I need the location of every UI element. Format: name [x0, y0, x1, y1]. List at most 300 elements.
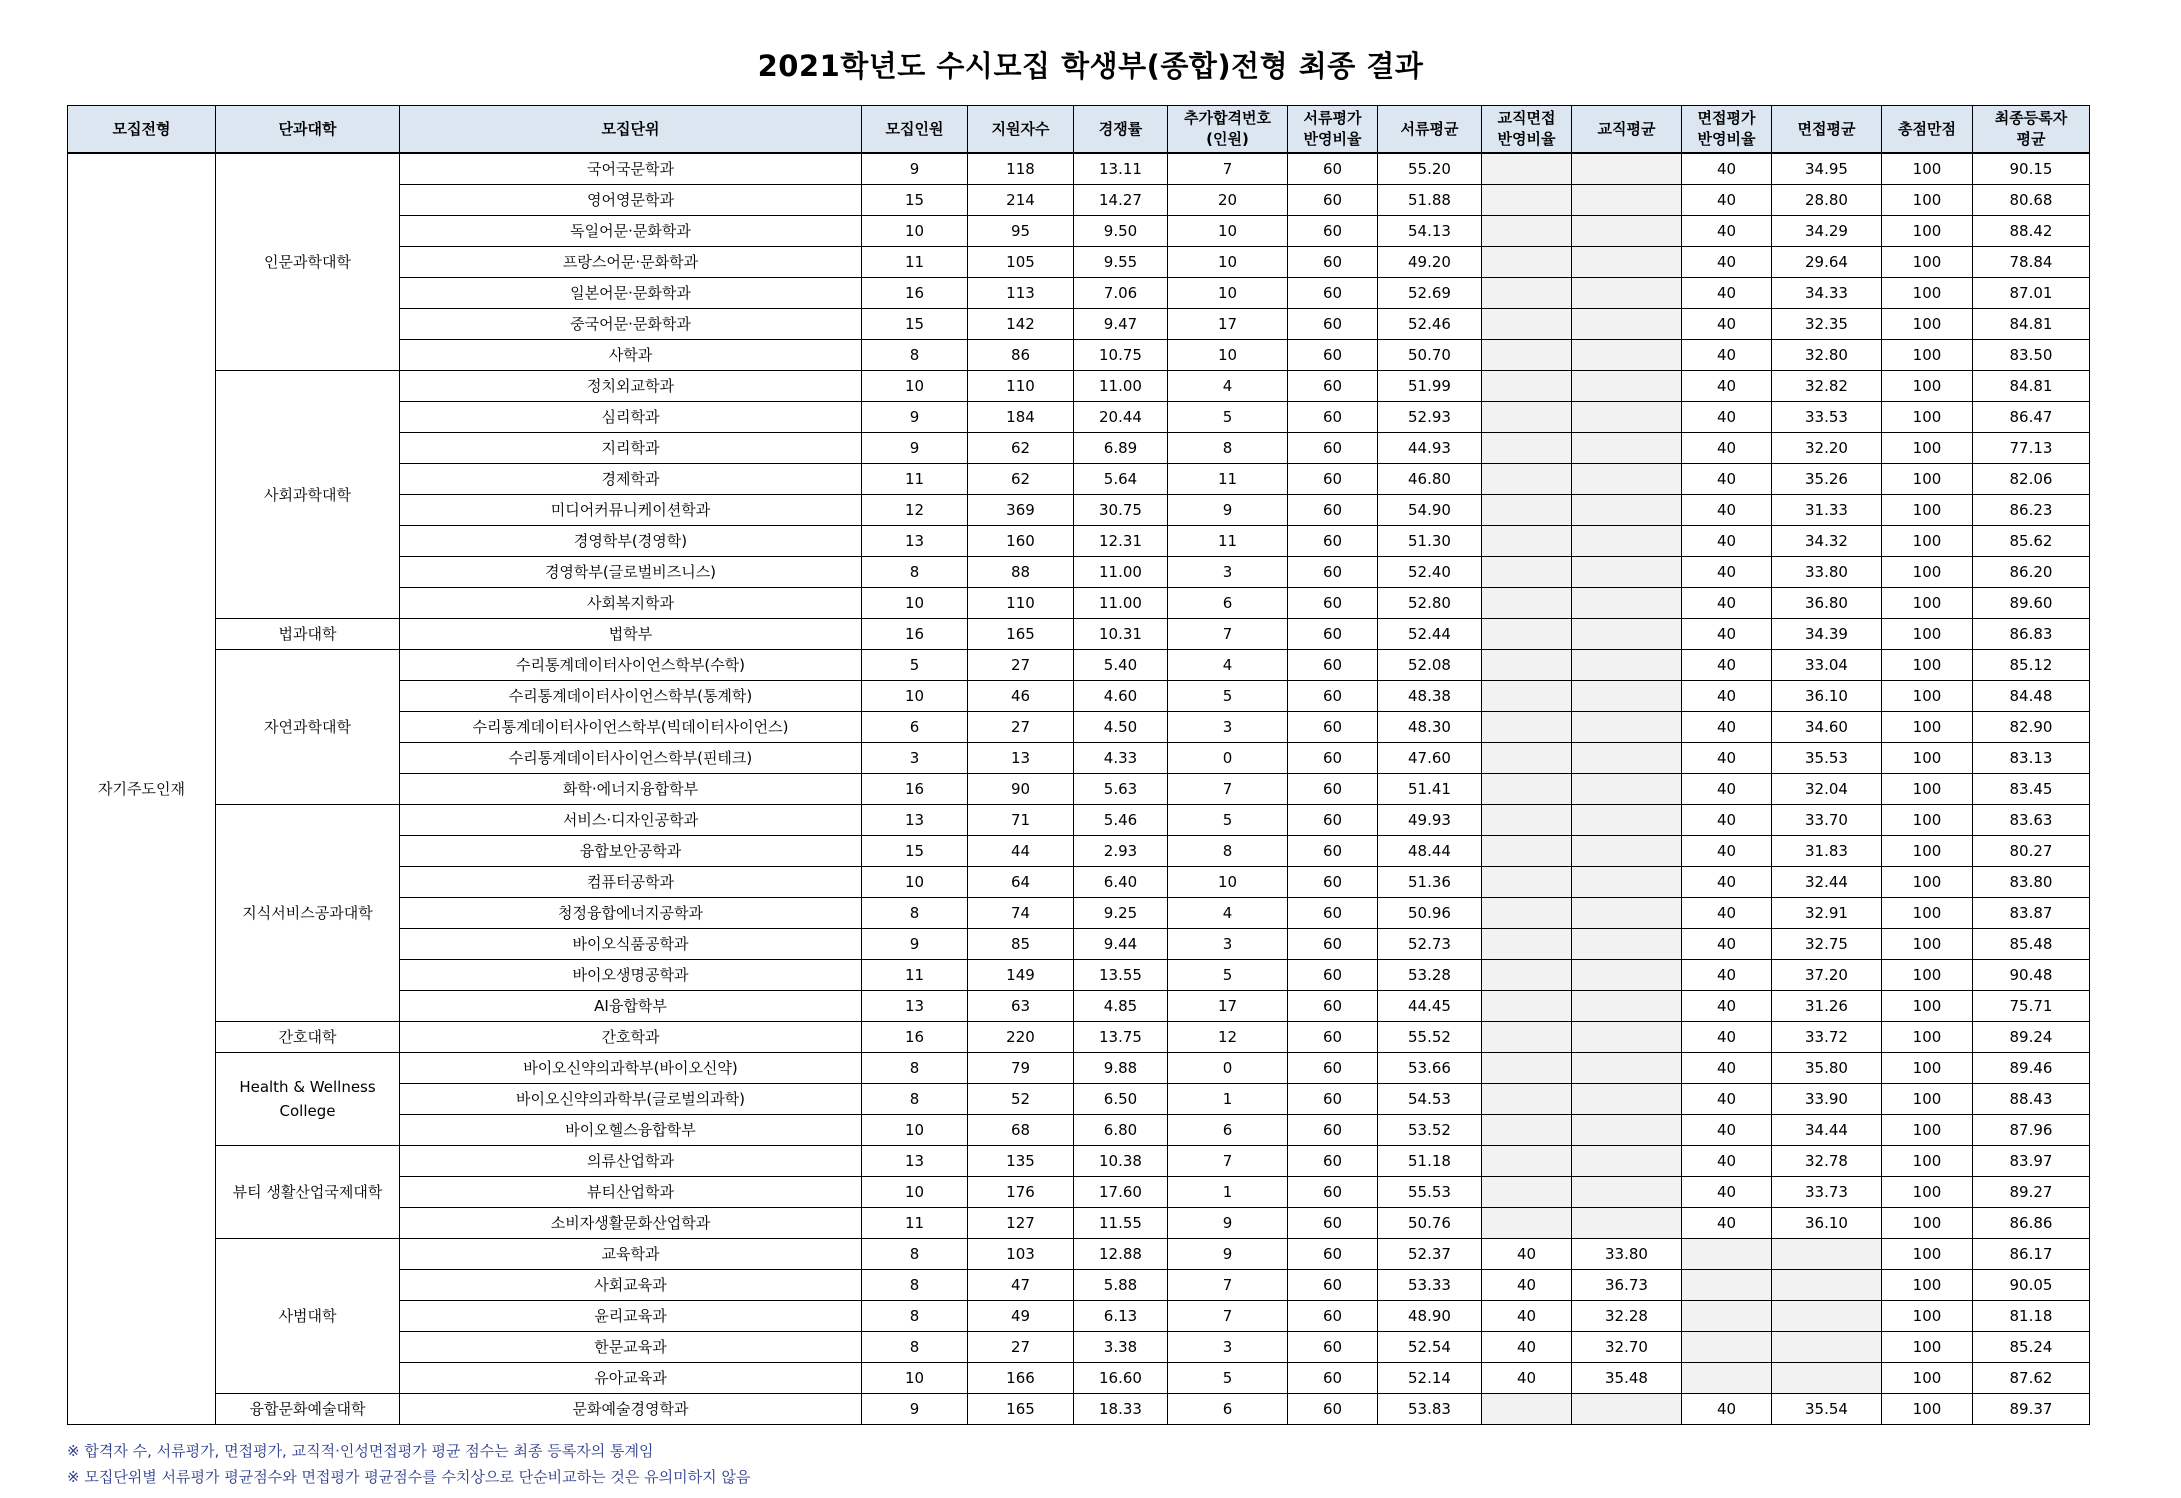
table-cell — [1572, 1053, 1682, 1084]
footnote: ※ 합격자 수, 서류평가, 면접평가, 교직적·인성면접평가 평균 점수는 최종 등록자의 통계임 — [67, 1442, 654, 1460]
table-cell: 60 — [1288, 991, 1378, 1022]
table-cell — [1482, 309, 1572, 340]
department-cell: 경제학과 — [400, 464, 862, 495]
table-cell: 60 — [1288, 1177, 1378, 1208]
department-cell: 뷰티산업학과 — [400, 1177, 862, 1208]
table-cell: 52.40 — [1378, 557, 1482, 588]
table-cell: 10 — [862, 867, 968, 898]
table-cell: 100 — [1882, 1177, 1973, 1208]
column-header-text: 서류평균 — [1400, 119, 1459, 138]
table-cell — [1482, 433, 1572, 464]
table-cell: 40 — [1682, 991, 1772, 1022]
table-cell: 100 — [1882, 898, 1973, 929]
table-cell — [1572, 278, 1682, 309]
table-cell: 6 — [1168, 1115, 1288, 1146]
table-cell: 10 — [862, 1115, 968, 1146]
table-cell: 85.24 — [1973, 1332, 2090, 1363]
table-cell: 15 — [862, 836, 968, 867]
table-cell — [1572, 526, 1682, 557]
table-cell — [1482, 929, 1572, 960]
table-cell: 11.00 — [1074, 588, 1168, 619]
table-cell — [1482, 153, 1572, 185]
table-cell: 60 — [1288, 340, 1378, 371]
college-cell: 지식서비스공과대학 — [216, 805, 400, 1022]
table-cell: 8 — [862, 557, 968, 588]
table-cell: 20 — [1168, 185, 1288, 216]
table-cell: 32.70 — [1572, 1332, 1682, 1363]
table-cell: 29.64 — [1772, 247, 1882, 278]
department-cell: 바이오신약의과학부(글로벌의과학) — [400, 1084, 862, 1115]
table-cell: 100 — [1882, 371, 1973, 402]
column-header — [1288, 106, 1378, 154]
table-cell — [1772, 1270, 1882, 1301]
table-cell: 40 — [1682, 619, 1772, 650]
table-cell: 89.24 — [1973, 1022, 2090, 1053]
table-cell — [1482, 1115, 1572, 1146]
table-cell: 7 — [1168, 1270, 1288, 1301]
table-cell: 100 — [1882, 1363, 1973, 1394]
table-cell: 13 — [862, 1146, 968, 1177]
table-cell: 3 — [862, 743, 968, 774]
table-cell: 95 — [968, 216, 1074, 247]
table-cell: 88 — [968, 557, 1074, 588]
department-cell: 문화예술경영학과 — [400, 1394, 862, 1425]
column-header-text: 단과대학 — [278, 119, 337, 138]
table-cell: 4.85 — [1074, 991, 1168, 1022]
footnotes — [67, 1438, 750, 1490]
table-cell: 68 — [968, 1115, 1074, 1146]
table-cell — [1682, 1363, 1772, 1394]
table-cell: 7.06 — [1074, 278, 1168, 309]
table-cell: 13.55 — [1074, 960, 1168, 991]
table-cell: 46.80 — [1378, 464, 1482, 495]
table-cell: 83.50 — [1973, 340, 2090, 371]
table-cell: 9 — [1168, 1239, 1288, 1270]
table-cell: 12.88 — [1074, 1239, 1168, 1270]
table-cell: 50.70 — [1378, 340, 1482, 371]
table-cell — [1572, 1022, 1682, 1053]
table-cell: 40 — [1682, 712, 1772, 743]
table-cell: 60 — [1288, 774, 1378, 805]
department-cell: 지리학과 — [400, 433, 862, 464]
table-cell: 13 — [862, 805, 968, 836]
table-cell: 87.01 — [1973, 278, 2090, 309]
table-cell: 7 — [1168, 1146, 1288, 1177]
table-cell: 32.91 — [1772, 898, 1882, 929]
column-header — [216, 106, 400, 154]
table-cell: 11 — [862, 464, 968, 495]
table-cell: 5 — [862, 650, 968, 681]
table-cell: 60 — [1288, 681, 1378, 712]
table-cell — [1482, 1084, 1572, 1115]
table-cell: 89.46 — [1973, 1053, 2090, 1084]
table-cell: 9.50 — [1074, 216, 1168, 247]
column-header — [862, 106, 968, 154]
table-cell — [1572, 1084, 1682, 1115]
table-cell: 60 — [1288, 185, 1378, 216]
table-cell: 4.33 — [1074, 743, 1168, 774]
department-cell: 경영학부(글로벌비즈니스) — [400, 557, 862, 588]
department-cell: 국어국문학과 — [400, 153, 862, 185]
table-cell — [1482, 1022, 1572, 1053]
table-cell: 85.12 — [1973, 650, 2090, 681]
table-cell: 11 — [862, 247, 968, 278]
table-cell: 88.43 — [1973, 1084, 2090, 1115]
department-cell: 서비스·디자인공학과 — [400, 805, 862, 836]
column-header-text: 총점만점 — [1898, 119, 1956, 138]
column-header-text: 추가합격번호 — [1184, 109, 1271, 127]
table-cell: 50.96 — [1378, 898, 1482, 929]
table-cell: 100 — [1882, 1022, 1973, 1053]
table-cell: 40 — [1482, 1332, 1572, 1363]
column-header-text: 반영비율 — [1303, 130, 1362, 148]
table-cell: 100 — [1882, 1239, 1973, 1270]
table-cell: 83.13 — [1973, 743, 2090, 774]
table-cell: 60 — [1288, 588, 1378, 619]
table-cell — [1572, 216, 1682, 247]
college-cell: 사회과학대학 — [216, 371, 400, 619]
table-cell: 36.10 — [1772, 681, 1882, 712]
results-table — [67, 105, 2090, 1425]
table-cell: 46 — [968, 681, 1074, 712]
table-row — [68, 650, 2090, 681]
table-cell: 5 — [1168, 681, 1288, 712]
column-header-text: 모집단위 — [601, 119, 660, 138]
table-cell: 100 — [1882, 1084, 1973, 1115]
table-cell: 100 — [1882, 402, 1973, 433]
table-row — [68, 1053, 2090, 1084]
department-cell: 사회복지학과 — [400, 588, 862, 619]
table-cell: 100 — [1882, 836, 1973, 867]
table-row — [68, 1022, 2090, 1053]
column-header — [1482, 106, 1572, 154]
column-header-text: 서류평가 — [1303, 109, 1362, 127]
table-cell: 2.93 — [1074, 836, 1168, 867]
table-cell — [1572, 433, 1682, 464]
table-cell — [1482, 247, 1572, 278]
table-cell — [1482, 960, 1572, 991]
table-cell — [1482, 774, 1572, 805]
table-row — [68, 1239, 2090, 1270]
table-cell: 40 — [1682, 867, 1772, 898]
department-cell: 청정융합에너지공학과 — [400, 898, 862, 929]
table-cell: 54.13 — [1378, 216, 1482, 247]
table-cell — [1482, 526, 1572, 557]
table-cell: 86.83 — [1973, 619, 2090, 650]
table-cell: 40 — [1682, 278, 1772, 309]
table-cell: 6.50 — [1074, 1084, 1168, 1115]
table-cell: 10 — [862, 1363, 968, 1394]
table-cell: 64 — [968, 867, 1074, 898]
table-cell — [1572, 650, 1682, 681]
table-cell: 100 — [1882, 1301, 1973, 1332]
table-cell: 52.73 — [1378, 929, 1482, 960]
department-cell: 영어영문학과 — [400, 185, 862, 216]
table-cell: 127 — [968, 1208, 1074, 1239]
table-cell: 32.44 — [1772, 867, 1882, 898]
table-cell: 82.06 — [1973, 464, 2090, 495]
table-cell: 86.23 — [1973, 495, 2090, 526]
table-cell: 220 — [968, 1022, 1074, 1053]
table-cell: 9 — [862, 402, 968, 433]
table-cell: 1 — [1168, 1084, 1288, 1115]
table-cell — [1482, 278, 1572, 309]
table-cell: 83.80 — [1973, 867, 2090, 898]
table-cell: 40 — [1682, 588, 1772, 619]
table-cell: 100 — [1882, 278, 1973, 309]
table-cell: 78.84 — [1973, 247, 2090, 278]
department-cell: 교육학과 — [400, 1239, 862, 1270]
table-cell: 118 — [968, 153, 1074, 185]
table-cell: 40 — [1682, 836, 1772, 867]
table-cell: 100 — [1882, 712, 1973, 743]
table-row — [68, 153, 2090, 185]
table-cell: 60 — [1288, 929, 1378, 960]
table-cell: 11 — [1168, 464, 1288, 495]
table-cell: 28.80 — [1772, 185, 1882, 216]
table-cell: 4 — [1168, 371, 1288, 402]
table-cell — [1482, 402, 1572, 433]
table-cell: 100 — [1882, 464, 1973, 495]
table-cell — [1572, 495, 1682, 526]
table-cell: 40 — [1682, 898, 1772, 929]
table-cell: 75.71 — [1973, 991, 2090, 1022]
table-cell — [1572, 309, 1682, 340]
table-cell: 40 — [1682, 650, 1772, 681]
table-cell: 40 — [1682, 153, 1772, 185]
table-cell: 89.27 — [1973, 1177, 2090, 1208]
table-cell: 5 — [1168, 960, 1288, 991]
table-cell: 16 — [862, 278, 968, 309]
table-cell — [1482, 1146, 1572, 1177]
department-cell: 수리통계데이터사이언스학부(핀테크) — [400, 743, 862, 774]
table-cell — [1572, 774, 1682, 805]
table-cell: 10 — [862, 588, 968, 619]
table-cell — [1572, 247, 1682, 278]
table-row — [68, 805, 2090, 836]
table-cell — [1482, 805, 1572, 836]
table-cell: 52.37 — [1378, 1239, 1482, 1270]
table-cell: 10 — [1168, 216, 1288, 247]
table-cell: 16 — [862, 774, 968, 805]
table-cell: 34.95 — [1772, 153, 1882, 185]
table-cell: 110 — [968, 588, 1074, 619]
table-cell: 17 — [1168, 991, 1288, 1022]
table-cell: 51.18 — [1378, 1146, 1482, 1177]
table-cell: 105 — [968, 247, 1074, 278]
column-header-text: 평균 — [2016, 130, 2046, 148]
table-cell — [1482, 1208, 1572, 1239]
table-cell: 32.80 — [1772, 340, 1882, 371]
table-cell: 12 — [1168, 1022, 1288, 1053]
table-cell: 9.88 — [1074, 1053, 1168, 1084]
table-row — [68, 1394, 2090, 1425]
table-cell: 71 — [968, 805, 1074, 836]
table-cell — [1772, 1239, 1882, 1270]
table-cell: 160 — [968, 526, 1074, 557]
footnote: ※ 모집단위별 서류평가 평균점수와 면접평가 평균점수를 수치상으로 단순비교하는 것은 유의미하지 않음 — [67, 1468, 751, 1486]
table-cell: 1 — [1168, 1177, 1288, 1208]
table-cell: 35.80 — [1772, 1053, 1882, 1084]
table-cell: 10 — [862, 1177, 968, 1208]
table-cell: 10 — [1168, 247, 1288, 278]
column-header — [1378, 106, 1482, 154]
table-cell: 90 — [968, 774, 1074, 805]
table-cell: 60 — [1288, 867, 1378, 898]
department-cell: 독일어문·문화학과 — [400, 216, 862, 247]
table-cell — [1572, 464, 1682, 495]
column-header-text: 교직면접 — [1497, 109, 1556, 127]
page-title: 2021학년도 수시모집 학생부(종합)전형 최종 결과 — [757, 49, 1424, 83]
column-header-text: 교직평균 — [1597, 119, 1656, 138]
table-cell: 10 — [862, 371, 968, 402]
table-cell: 100 — [1882, 557, 1973, 588]
column-header — [1973, 106, 2090, 154]
college-cell: 뷰티 생활산업국제대학 — [216, 1146, 400, 1239]
table-cell: 82.90 — [1973, 712, 2090, 743]
table-cell: 40 — [1682, 402, 1772, 433]
table-cell — [1572, 805, 1682, 836]
table-cell: 77.13 — [1973, 433, 2090, 464]
table-cell: 11 — [862, 1208, 968, 1239]
table-cell: 49.20 — [1378, 247, 1482, 278]
table-cell: 100 — [1882, 1053, 1973, 1084]
table-cell — [1482, 836, 1572, 867]
table-cell: 40 — [1682, 526, 1772, 557]
table-cell: 100 — [1882, 185, 1973, 216]
column-header-text: 면접평균 — [1797, 119, 1856, 138]
table-cell: 16 — [862, 1022, 968, 1053]
table-cell: 100 — [1882, 1270, 1973, 1301]
table-cell: 9.55 — [1074, 247, 1168, 278]
table-cell: 84.48 — [1973, 681, 2090, 712]
table-cell: 34.33 — [1772, 278, 1882, 309]
table-cell — [1482, 867, 1572, 898]
table-cell: 3 — [1168, 557, 1288, 588]
table-cell: 3 — [1168, 929, 1288, 960]
table-cell: 53.52 — [1378, 1115, 1482, 1146]
table-cell: 5.63 — [1074, 774, 1168, 805]
table-cell: 7 — [1168, 619, 1288, 650]
department-cell: AI융합학부 — [400, 991, 862, 1022]
table-cell: 62 — [968, 464, 1074, 495]
table-cell: 11 — [862, 960, 968, 991]
table-cell: 0 — [1168, 743, 1288, 774]
table-cell: 51.36 — [1378, 867, 1482, 898]
table-cell: 52.69 — [1378, 278, 1482, 309]
table-cell: 100 — [1882, 619, 1973, 650]
table-cell — [1482, 216, 1572, 247]
department-cell: 일본어문·문화학과 — [400, 278, 862, 309]
table-cell: 60 — [1288, 743, 1378, 774]
table-cell: 7 — [1168, 774, 1288, 805]
table-row — [68, 371, 2090, 402]
table-cell: 60 — [1288, 960, 1378, 991]
table-cell: 40 — [1682, 1208, 1772, 1239]
table-cell: 9.44 — [1074, 929, 1168, 960]
table-cell: 52.46 — [1378, 309, 1482, 340]
table-cell: 60 — [1288, 805, 1378, 836]
table-cell: 54.90 — [1378, 495, 1482, 526]
table-cell — [1482, 1394, 1572, 1425]
table-cell: 60 — [1288, 836, 1378, 867]
column-header — [1772, 106, 1882, 154]
table-cell: 27 — [968, 1332, 1074, 1363]
table-cell: 15 — [862, 309, 968, 340]
department-cell: 간호학과 — [400, 1022, 862, 1053]
table-cell: 60 — [1288, 1270, 1378, 1301]
table-cell: 4 — [1168, 898, 1288, 929]
table-cell: 369 — [968, 495, 1074, 526]
table-cell: 8 — [862, 1084, 968, 1115]
table-cell: 32.78 — [1772, 1146, 1882, 1177]
table-cell: 53.66 — [1378, 1053, 1482, 1084]
table-cell: 37.20 — [1772, 960, 1882, 991]
table-cell: 34.39 — [1772, 619, 1882, 650]
table-cell: 83.63 — [1973, 805, 2090, 836]
table-cell: 11.55 — [1074, 1208, 1168, 1239]
column-header-text: 반영비율 — [1697, 130, 1756, 148]
table-cell: 5.64 — [1074, 464, 1168, 495]
department-cell: 소비자생활문화산업학과 — [400, 1208, 862, 1239]
table-cell: 60 — [1288, 619, 1378, 650]
table-cell: 100 — [1882, 153, 1973, 185]
table-cell — [1482, 588, 1572, 619]
column-header-text: 모집인원 — [885, 119, 944, 138]
table-cell: 165 — [968, 1394, 1074, 1425]
table-cell: 53.33 — [1378, 1270, 1482, 1301]
table-cell: 40 — [1682, 185, 1772, 216]
table-cell — [1682, 1239, 1772, 1270]
table-cell: 113 — [968, 278, 1074, 309]
department-cell: 사회교육과 — [400, 1270, 862, 1301]
table-cell: 100 — [1882, 774, 1973, 805]
table-cell: 49 — [968, 1301, 1074, 1332]
table-cell — [1572, 743, 1682, 774]
table-cell: 100 — [1882, 991, 1973, 1022]
table-cell: 100 — [1882, 929, 1973, 960]
table-cell — [1482, 712, 1572, 743]
table-cell: 86.47 — [1973, 402, 2090, 433]
table-cell: 5.40 — [1074, 650, 1168, 681]
column-header-text: 면접평가 — [1697, 109, 1756, 127]
table-cell: 184 — [968, 402, 1074, 433]
table-cell — [1482, 185, 1572, 216]
table-header-row — [68, 106, 2090, 154]
table-cell: 40 — [1682, 464, 1772, 495]
table-cell: 60 — [1288, 371, 1378, 402]
table-cell: 50.76 — [1378, 1208, 1482, 1239]
table-row — [68, 1146, 2090, 1177]
table-cell: 88.42 — [1973, 216, 2090, 247]
table-cell: 40 — [1682, 371, 1772, 402]
table-cell: 11 — [1168, 526, 1288, 557]
table-cell: 52 — [968, 1084, 1074, 1115]
table-cell: 89.37 — [1973, 1394, 2090, 1425]
table-cell: 5 — [1168, 1363, 1288, 1394]
table-cell: 31.83 — [1772, 836, 1882, 867]
column-header — [1682, 106, 1772, 154]
table-cell: 9 — [1168, 1208, 1288, 1239]
table-cell: 176 — [968, 1177, 1074, 1208]
table-cell: 80.27 — [1973, 836, 2090, 867]
table-cell: 60 — [1288, 898, 1378, 929]
table-cell: 60 — [1288, 153, 1378, 185]
column-header-text: 반영비율 — [1497, 130, 1556, 148]
table-body — [68, 153, 2090, 1425]
table-cell: 10.75 — [1074, 340, 1168, 371]
table-cell: 32.82 — [1772, 371, 1882, 402]
